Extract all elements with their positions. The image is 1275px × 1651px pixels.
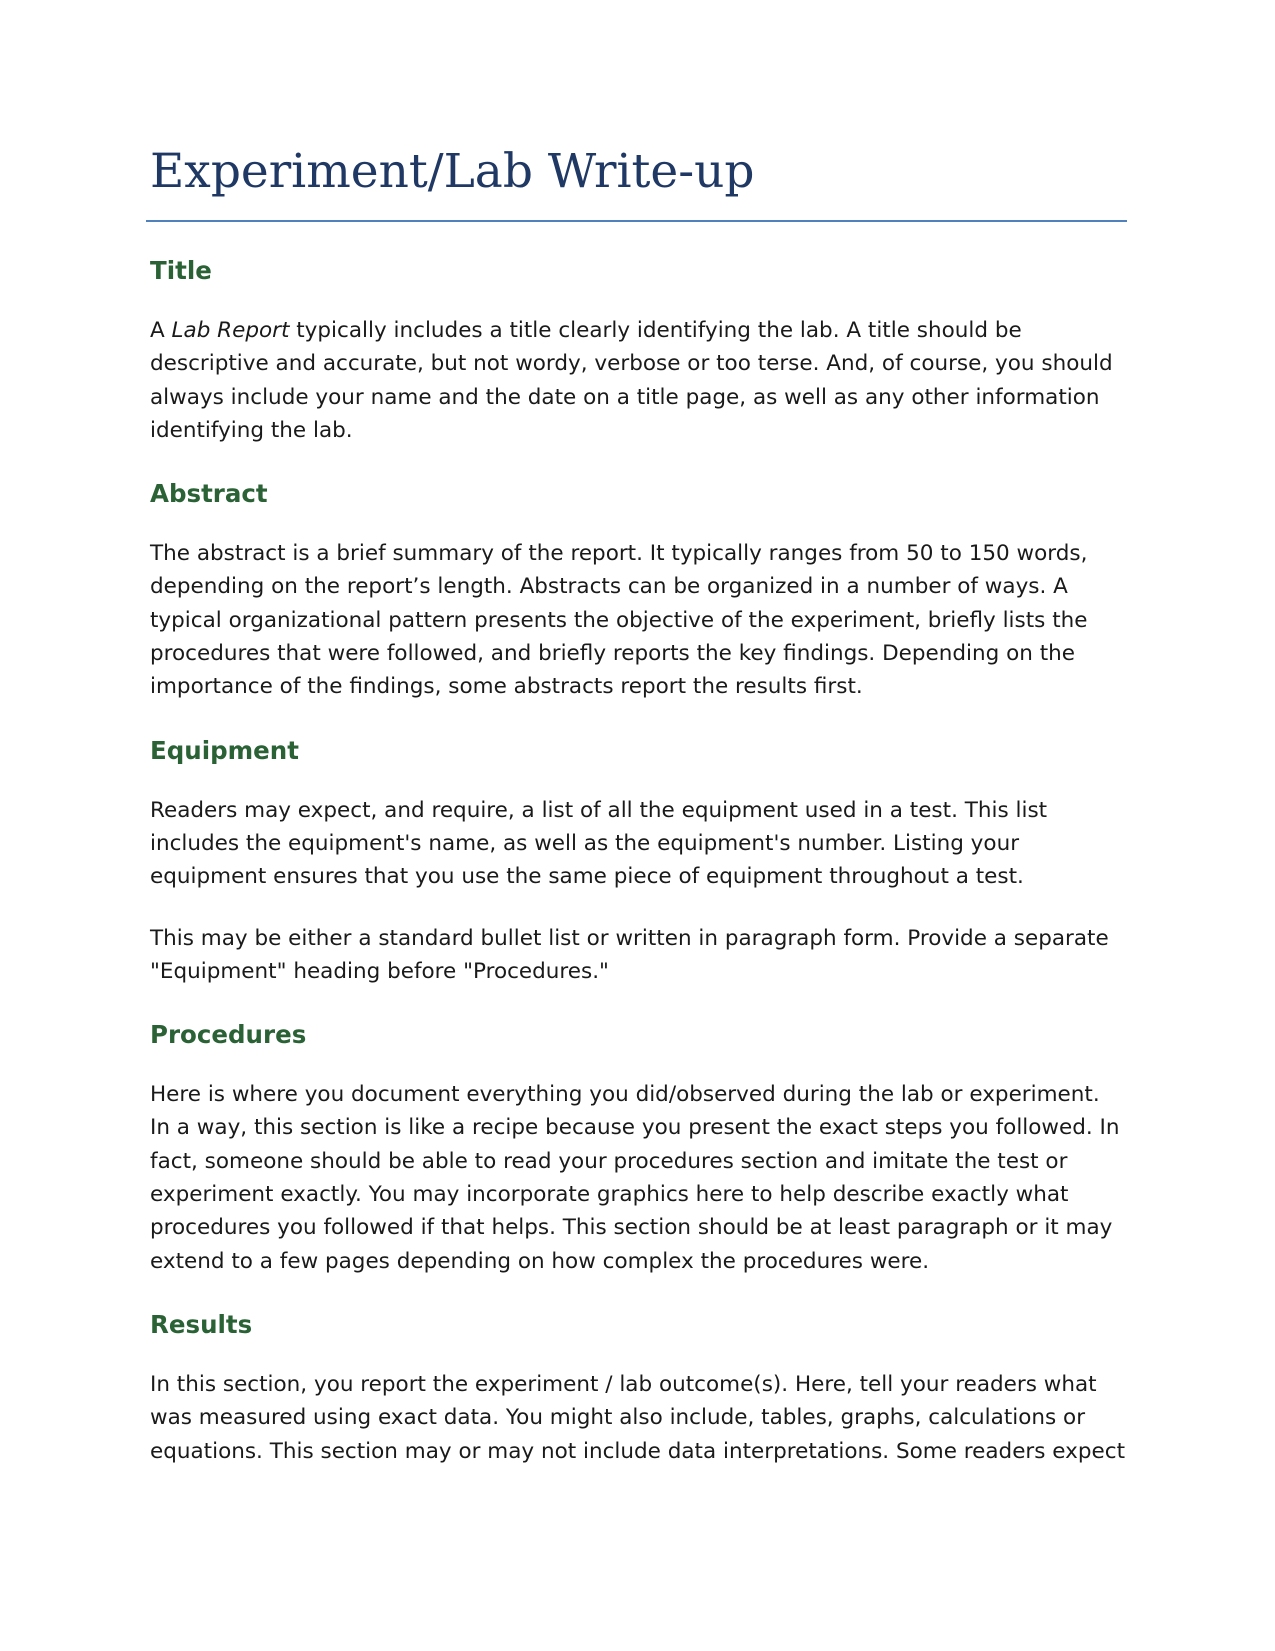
paragraph-line: Here is where you document everything you did/observed during the lab or experiment. [150,1082,1100,1108]
paragraph-line: "Equipment" heading before "Procedures." [150,958,609,984]
paragraph-line: This may be either a standard bullet list or written in paragraph form. Provide a separate [150,925,1109,951]
paragraph-equipment-1 [150,794,1130,894]
paragraph-line: importance of the findings, some abstracts report the results first. [150,674,863,700]
section-heading-results: Results [150,1309,253,1339]
paragraph-line: In this section, you report the experiment / lab outcome(s). Here, tell your readers what [150,1371,1097,1397]
paragraph-line: was measured using exact data. You might also include, tables, graphs, calculations or [150,1405,1086,1431]
paragraph-line: In a way, this section is like a recipe because you present the exact steps you followed. In [150,1115,1120,1141]
paragraph-line: extend to a few pages depending on how complex the procedures were. [150,1248,930,1274]
paragraph-line: experiment exactly. You may incorporate graphics here to help describe exactly what [150,1182,1069,1208]
page-title: Experiment/Lab Write-up [150,144,755,199]
paragraph-line: procedures you followed if that helps. This section should be at least paragraph or it may [150,1215,1113,1241]
paragraph-line: Readers may expect, and require, a list of all the equipment used in a test. This list [150,797,1048,823]
section-heading-procedures: Procedures [150,1020,307,1050]
section-heading-equipment: Equipment [150,735,299,765]
paragraph-line: descriptive and accurate, but not wordy, verbose or too terse. And, of course, you should [150,351,1113,377]
paragraph-line: procedures that were followed, and briefly reports the key findings. Depending on the [150,641,1076,667]
paragraph-results [150,1368,1130,1468]
document-body [150,248,1130,1468]
section-heading-abstract: Abstract [150,479,268,509]
paragraph-line: identifying the lab. [150,417,353,443]
paragraph-line: always include your name and the date on a title page, as well as any other information [150,384,1100,410]
paragraph-line: includes the equipment's name, as well as the equipment's number. Listing your [150,830,1020,856]
title-underline-rule [146,220,1127,222]
section-heading-title: Title [150,256,212,285]
paragraph-line: typical organizational pattern presents the objective of the experiment, briefly lists the [150,607,1088,633]
emphasis-lab-report: Lab Report [171,318,290,343]
paragraph-line: equations. This section may or may not include data interpretations. Some readers expect [150,1438,1126,1464]
paragraph-line: equipment ensures that you use the same piece of equipment throughout a test. [150,864,1024,890]
paragraph-line: A Lab Report typically includes a title clearly identifying the lab. A title should be [150,318,1022,343]
paragraph-title [150,314,1130,447]
paragraph-equipment-2 [150,922,1130,989]
paragraph-line: fact, someone should be able to read your procedures section and imitate the test or [150,1148,1068,1174]
paragraph-line: The abstract is a brief summary of the report. It typically ranges from 50 to 150 words, [150,541,1088,567]
paragraph-abstract [150,537,1130,703]
paragraph-line: depending on the report’s length. Abstracts can be organized in a number of ways. A [150,574,1068,600]
paragraph-procedures [150,1078,1130,1278]
